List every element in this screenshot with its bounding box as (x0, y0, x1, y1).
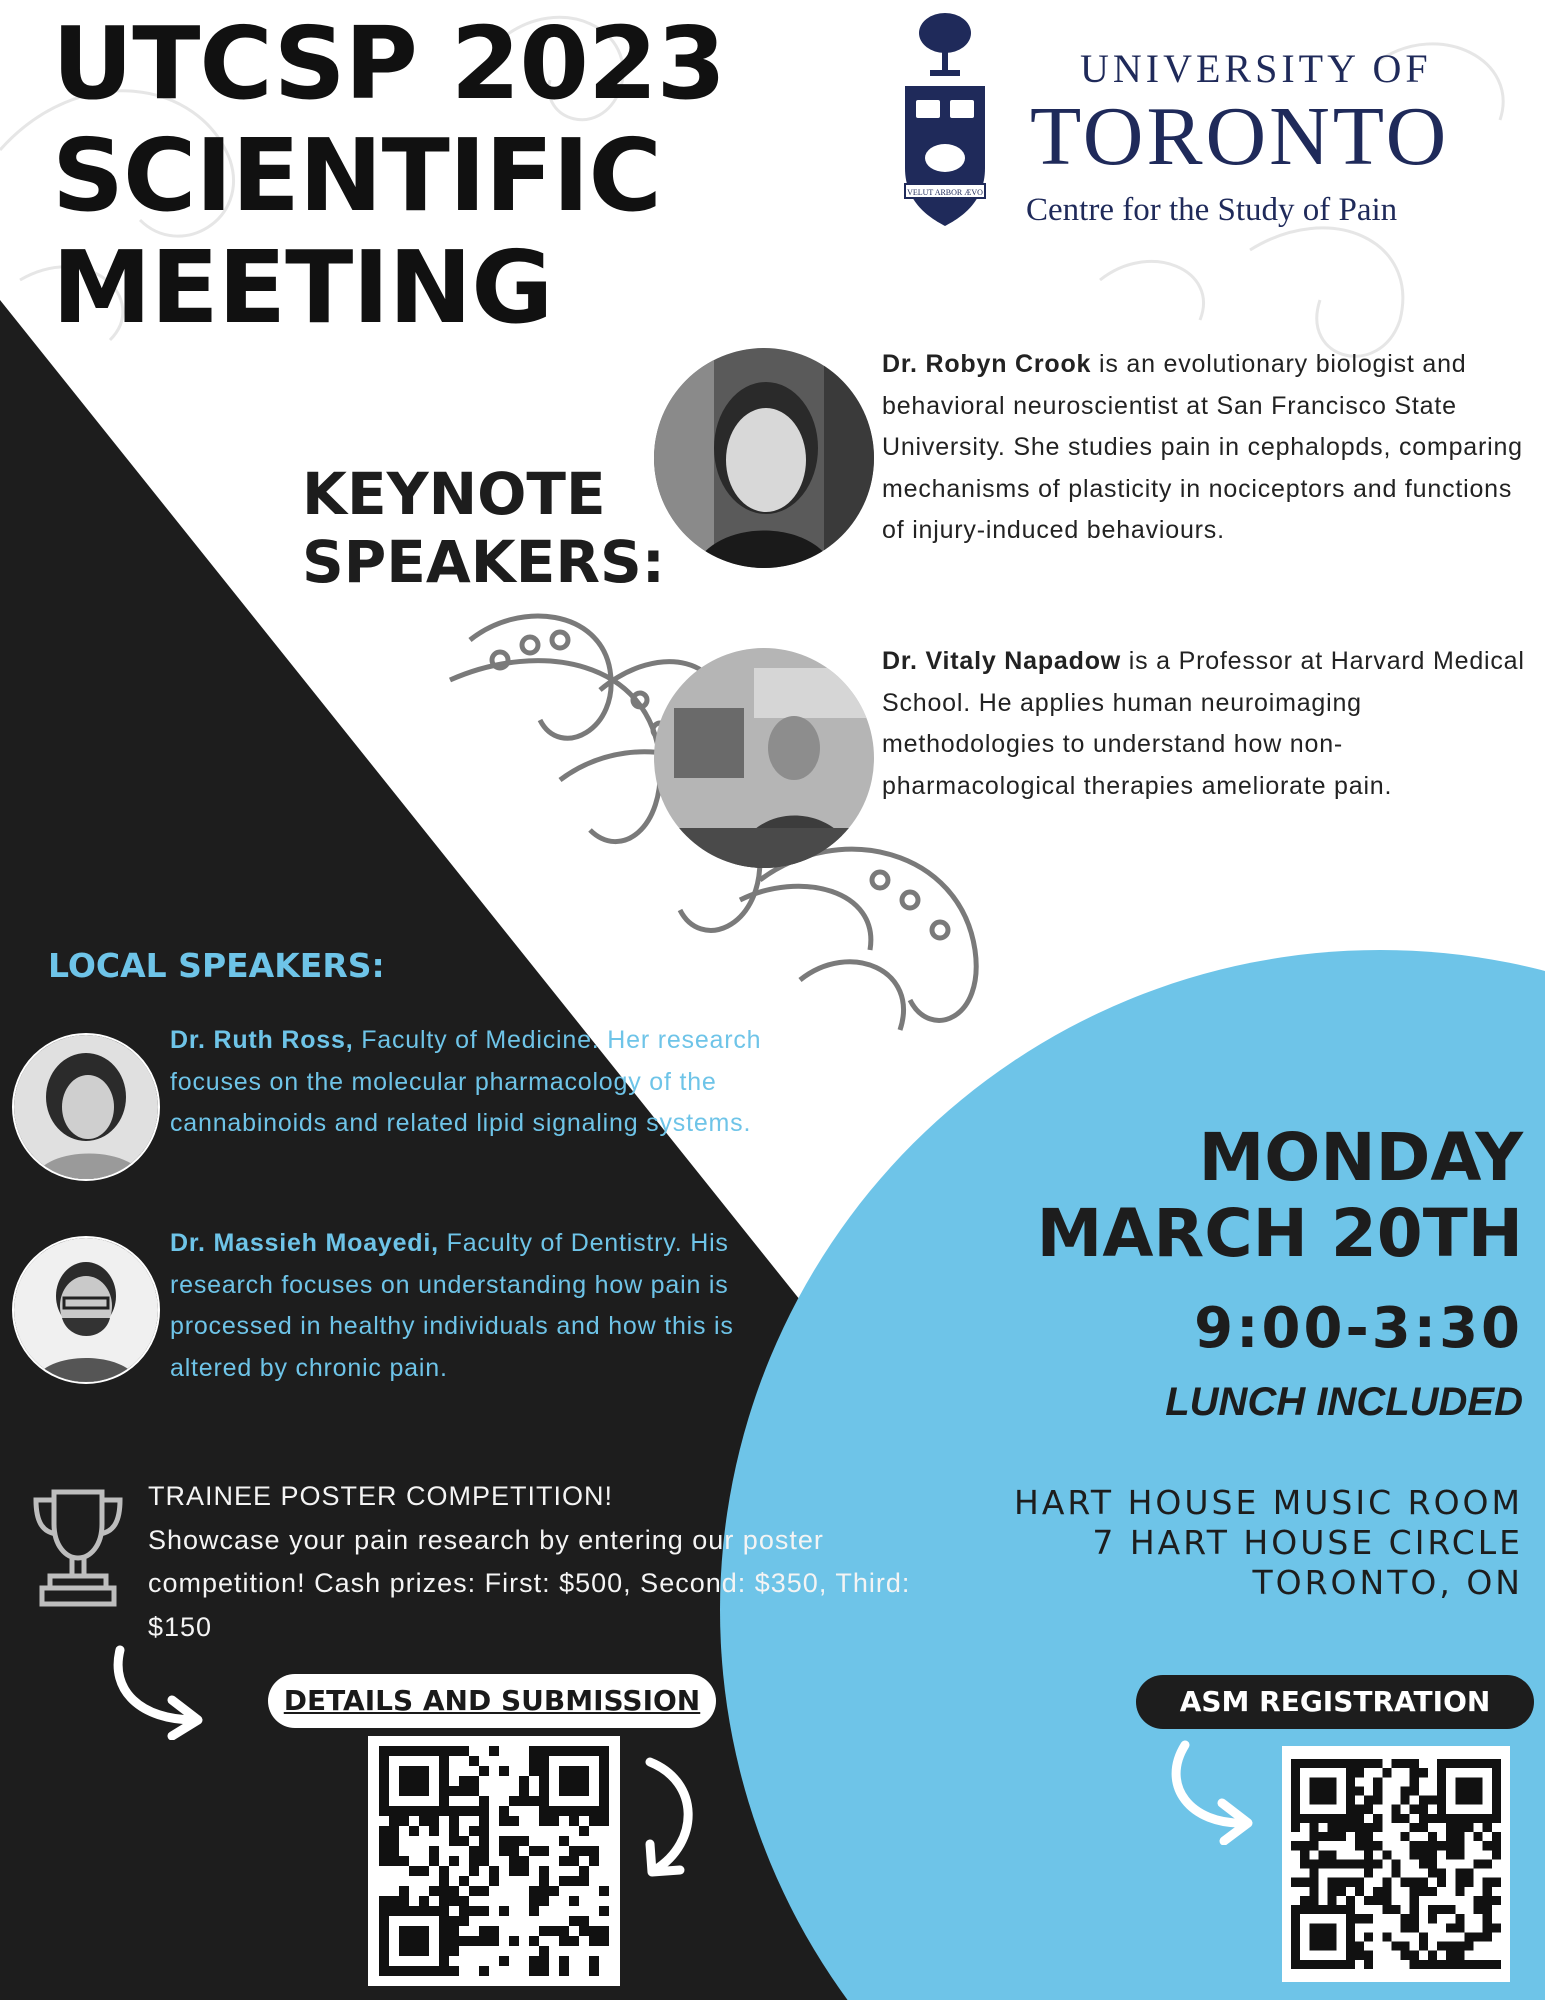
curved-arrow-down-icon (630, 1752, 710, 1882)
local-name-massieh-moayedi: Dr. Massieh Moayedi, (170, 1229, 439, 1257)
local-text-massieh-moayedi: Faculty of Dentistry. His research focuses on understanding how pain is processed in healthy individuals and how this is altered by chronic pain. (170, 1229, 734, 1382)
speaker-photo-ruth-ross (12, 1033, 160, 1181)
trophy-icon (28, 1484, 128, 1610)
keynote-bio-robyn-crook (882, 344, 1532, 552)
event-day: MONDAY (1198, 1119, 1523, 1196)
speaker-photo-vitaly-napadow (654, 648, 874, 868)
venue-line-2: 7 HART HOUSE CIRCLE (1092, 1523, 1523, 1562)
speaker-photo-robyn-crook (654, 348, 874, 568)
poster-heading: TRAINEE POSTER COMPETITION! (148, 1481, 614, 1511)
qr-code-registration-icon[interactable] (1282, 1746, 1510, 1982)
venue-address (1014, 1483, 1523, 1603)
keynote-heading-line-2: SPEAKERS: (302, 528, 665, 596)
qr-code-details-icon[interactable] (368, 1736, 620, 1986)
speaker-photo-massieh-moayedi (12, 1236, 160, 1384)
venue-line-1: HART HOUSE MUSIC ROOM (1014, 1483, 1523, 1522)
university-crest-logo (900, 8, 990, 233)
event-date (1037, 1120, 1523, 1272)
title-line-3: MEETING (52, 229, 553, 346)
logo-centre-name: Centre for the Study of Pain (1026, 192, 1398, 228)
local-speakers-heading: LOCAL SPEAKERS: (48, 946, 385, 985)
asm-registration-button[interactable]: ASM REGISTRATION (1136, 1675, 1534, 1729)
keynote-name-robyn-crook: Dr. Robyn Crook (882, 350, 1092, 378)
venue-line-3: TORONTO, ON (1252, 1563, 1523, 1602)
crest-motto: VELUT ARBOR ÆVO (907, 188, 983, 197)
lunch-note: LUNCH INCLUDED (1165, 1380, 1523, 1424)
event-time: 9:00-3:30 (1194, 1296, 1523, 1361)
keynote-heading (302, 460, 665, 596)
local-bio-massieh-moayedi (170, 1223, 790, 1389)
poster-description: Showcase your pain research by entering our poster competition! Cash prizes: First: $500, Second: $350, Third: $150 (148, 1524, 911, 1642)
keynote-text-robyn-crook: is an evolutionary biologist and behavioral neuroscientist at San Francisco State University. She studies pain in cephalopds, comparing mechanisms of plasticity in nociceptors and functions of injury-induced behaviours. (882, 350, 1523, 544)
keynote-name-vitaly-napadow: Dr. Vitaly Napadow (882, 647, 1122, 675)
event-date-text: MARCH 20TH (1036, 1195, 1523, 1272)
curved-arrow-icon (110, 1640, 210, 1740)
local-bio-ruth-ross (170, 1020, 790, 1145)
keynote-text-vitaly-napadow: is a Professor at Harvard Medical School. He applies human neuroimaging methodologies to understand how non-pharmacological therapies ameliorate pain. (882, 647, 1525, 800)
title-line-1: UTCSP 2023 (52, 5, 726, 122)
local-name-ruth-ross: Dr. Ruth Ross, (170, 1026, 354, 1054)
local-text-ruth-ross: Faculty of Medicine. Her research focuses on the molecular pharmacology of the cannabinoids and related lipid signaling systems. (170, 1026, 762, 1137)
keynote-bio-vitaly-napadow (882, 641, 1532, 807)
logo-university-of: UNIVERSITY OF (1080, 46, 1432, 91)
logo-toronto: TORONTO (1030, 90, 1450, 183)
details-and-submission-button[interactable]: DETAILS AND SUBMISSION (268, 1674, 716, 1728)
title-line-2: SCIENTIFIC (52, 117, 661, 234)
curved-arrow-right-icon (1160, 1735, 1260, 1845)
keynote-heading-line-1: KEYNOTE (302, 460, 606, 528)
page-title (52, 5, 726, 346)
poster-competition-text (148, 1475, 928, 1649)
